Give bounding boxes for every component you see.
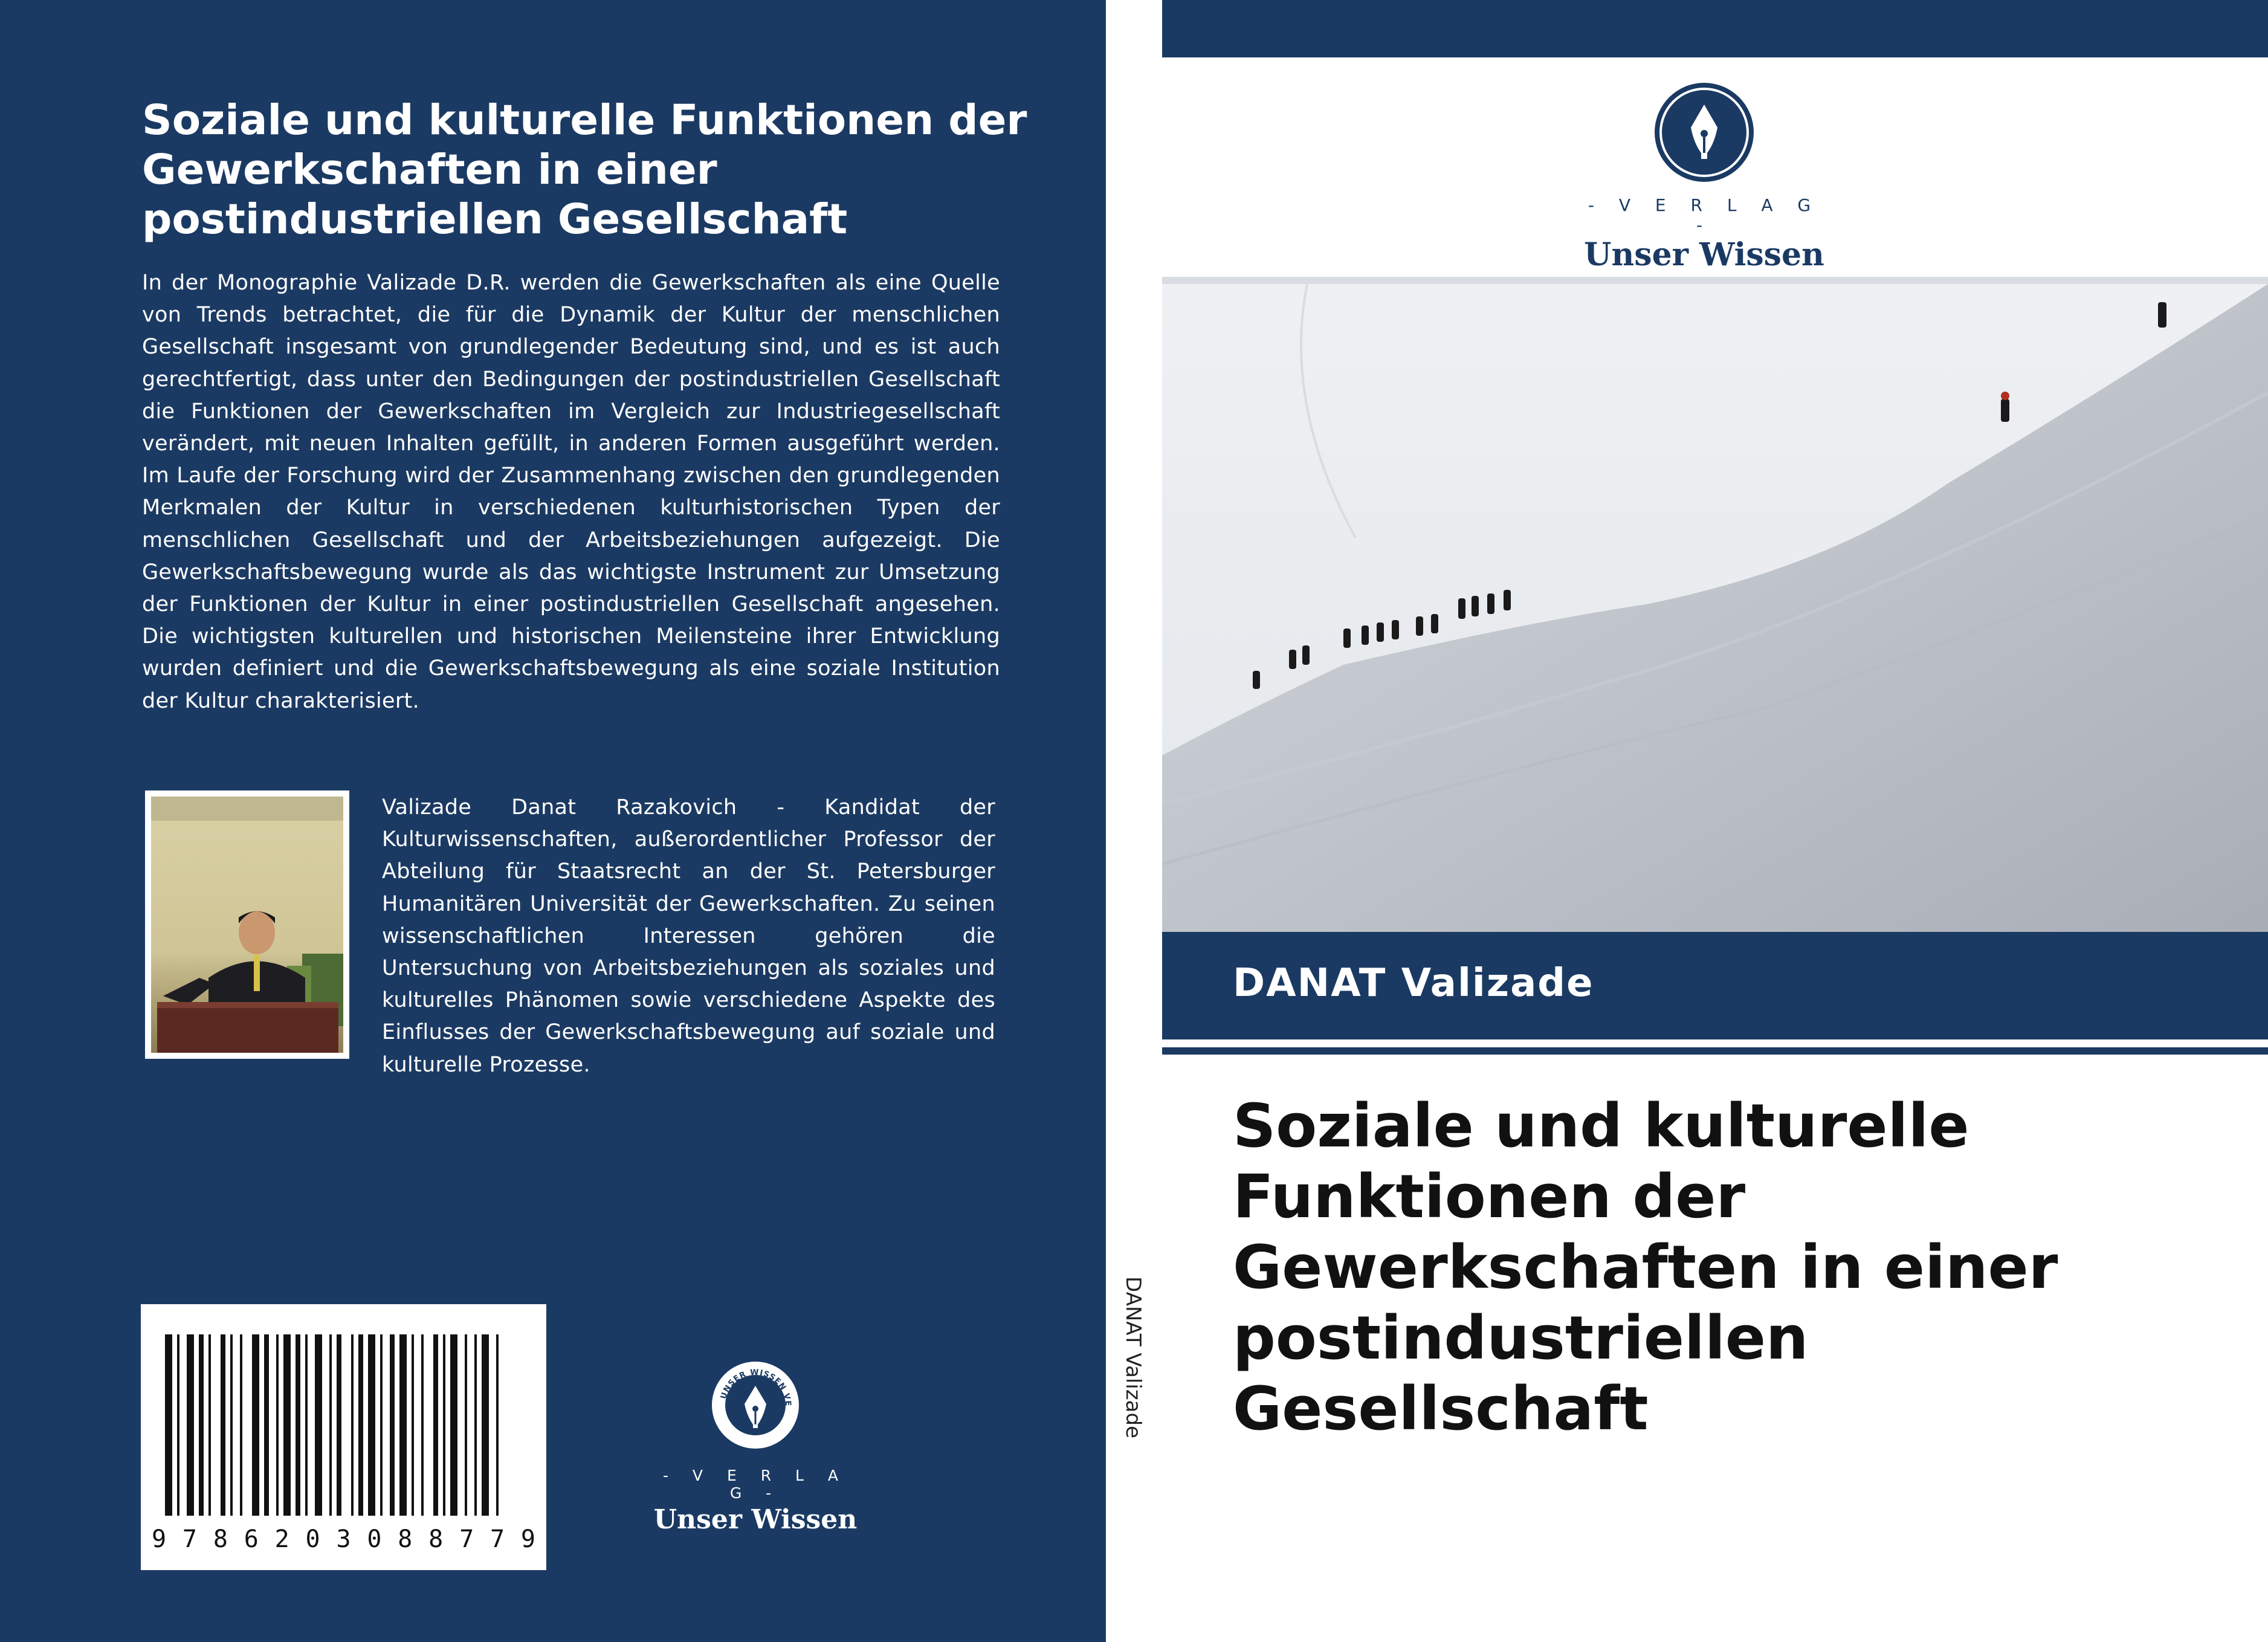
barcode-digit: 8 [428,1525,444,1553]
front-author-name: DANAT Valizade [1233,961,1594,1006]
barcode-digit: 7 [459,1525,474,1553]
barcode-bar [187,1334,194,1516]
barcode-bar [433,1334,438,1516]
barcode-bar [252,1334,259,1516]
barcode-bar [264,1334,269,1516]
barcode-bar [443,1334,445,1516]
front-publisher-name: Unser Wissen [1584,236,1824,273]
barcode-digit: 6 [244,1525,259,1553]
barcode-bar [177,1334,179,1516]
barcode-bar [450,1334,457,1516]
spine-author: DANAT Valizade [1121,1276,1145,1438]
barcode-digit: 8 [213,1525,228,1553]
barcode-bar [240,1334,242,1516]
barcode-bar [412,1334,414,1516]
author-portrait-image [151,797,343,1053]
barcode-bar [329,1334,332,1516]
fountain-pen-nib-icon [1653,82,1755,183]
barcode-bar [482,1334,489,1516]
barcode-bar [283,1334,291,1516]
barcode-bar [421,1334,424,1516]
barcode-bar [337,1334,341,1516]
fountain-pen-nib-icon [707,1357,804,1453]
barcode-bar [390,1334,395,1516]
barcode-digit: 0 [367,1525,382,1553]
barcode-bar [276,1334,279,1516]
barcode-bar [305,1334,308,1516]
barcode-bar [296,1334,300,1516]
barcode-digit: 3 [336,1525,351,1553]
barcode-digit: 2 [274,1525,289,1553]
back-publisher-name: Unser Wissen [653,1504,858,1535]
isbn-barcode [141,1304,546,1570]
back-cover [0,0,1106,1642]
author-bio: Valizade Danat Razakovich - Kandidat der Kulturwissenschaften, außerordentlicher Professor der Abteilung für Staatsrecht an der St. Petersburger Humanitären Universität der Gewerkschaften. Zu seinen wissenschaftlichen Interessen gehören die Untersuchung von Arbeitsbeziehungen als soziales und kulturelles Phänomen sowie verschiedene Aspekte des Einflusses der Gewerkschaftsbewegung auf soziale und kulturelle Prozesse. [382,795,995,1077]
front-cover-title: Soziale und kulturelle Funktionen der Gewerkschaften in einer postindustriellen Gesellschaft [1233,1091,2058,1444]
barcode-digit: 9 [520,1525,535,1553]
svg-text:UNSER WISSEN VERLAG: UNSER WISSEN VE [719,1368,793,1407]
barcode-bar [165,1334,172,1516]
photo-top-divider [1162,277,2268,284]
barcode-bar [315,1334,322,1516]
barcode-bar [221,1334,225,1516]
author-photo [145,790,349,1059]
barcode-bar [208,1334,211,1516]
barcode-bar [380,1334,383,1516]
barcode-bar [496,1334,499,1516]
author-band-underline [1162,1047,2268,1055]
barcode-bar [230,1334,233,1516]
barcode-bar [358,1334,363,1516]
front-verlag-label: - V E R L A G - [1588,195,1821,235]
barcode-bar [199,1334,204,1516]
barcode-bar [368,1334,375,1516]
barcode-digit: 8 [398,1525,413,1553]
back-verlag-label: - V E R L A G - [662,1467,848,1502]
barcode-digit: 7 [182,1525,197,1553]
cover-photo-mountaineers [1162,284,2268,932]
front-top-bar [1162,0,2268,57]
barcode-digit: 0 [305,1525,320,1553]
barcode-digits [152,1525,535,1553]
barcode-bar [465,1334,467,1516]
barcode-digit: 9 [152,1525,167,1553]
barcode-bar [351,1334,354,1516]
barcode-bar [399,1334,407,1516]
back-cover-title: Soziale und kulturelle Funktionen der Gewerkschaften in einer postindustriellen Gesellschaft [142,96,1027,244]
front-publisher-logo [1583,82,1825,273]
back-publisher-logo [653,1357,858,1535]
barcode-bar [474,1334,477,1516]
barcode-digit: 7 [489,1525,505,1553]
back-cover-blurb: In der Monographie Valizade D.R. werden die Gewerkschaften als eine Quelle von Trends betrachtet, die für die Dynamik der Kultur der menschlichen Gesellschaft insgesamt von grundlegender Bedeutung sind, und es ist auch gerechtfertigt, dass unter den Bedingungen der postindustriellen Gesellschaft die Funktionen der Gewerkschaften im Vergleich zur Industriegesellschaft verändert, mit neuen Inhalten gefüllt, in anderen Formen ausgeführt werden. Im Laufe der Forschung wird der Zusammenhang zwischen den grundlegenden Merkmalen der Kultur in verschiedenen kulturhistorischen Typen der menschlichen Gesellschaft und der Arbeitsbeziehungen aufgezeigt. Die Gewerkschaftsbewegung wurde als das wichtigste Instrument zur Umsetzung der Funktionen der Kultur in einer postindustriellen Gesellschaft angesehen. Die wichtigsten kulturellen und historischen Meilensteine ihrer Entwicklung wurden definiert und die Gewerkschaftsbewegung als eine soziale Institution der Kultur charakterisiert. [142,271,1000,713]
